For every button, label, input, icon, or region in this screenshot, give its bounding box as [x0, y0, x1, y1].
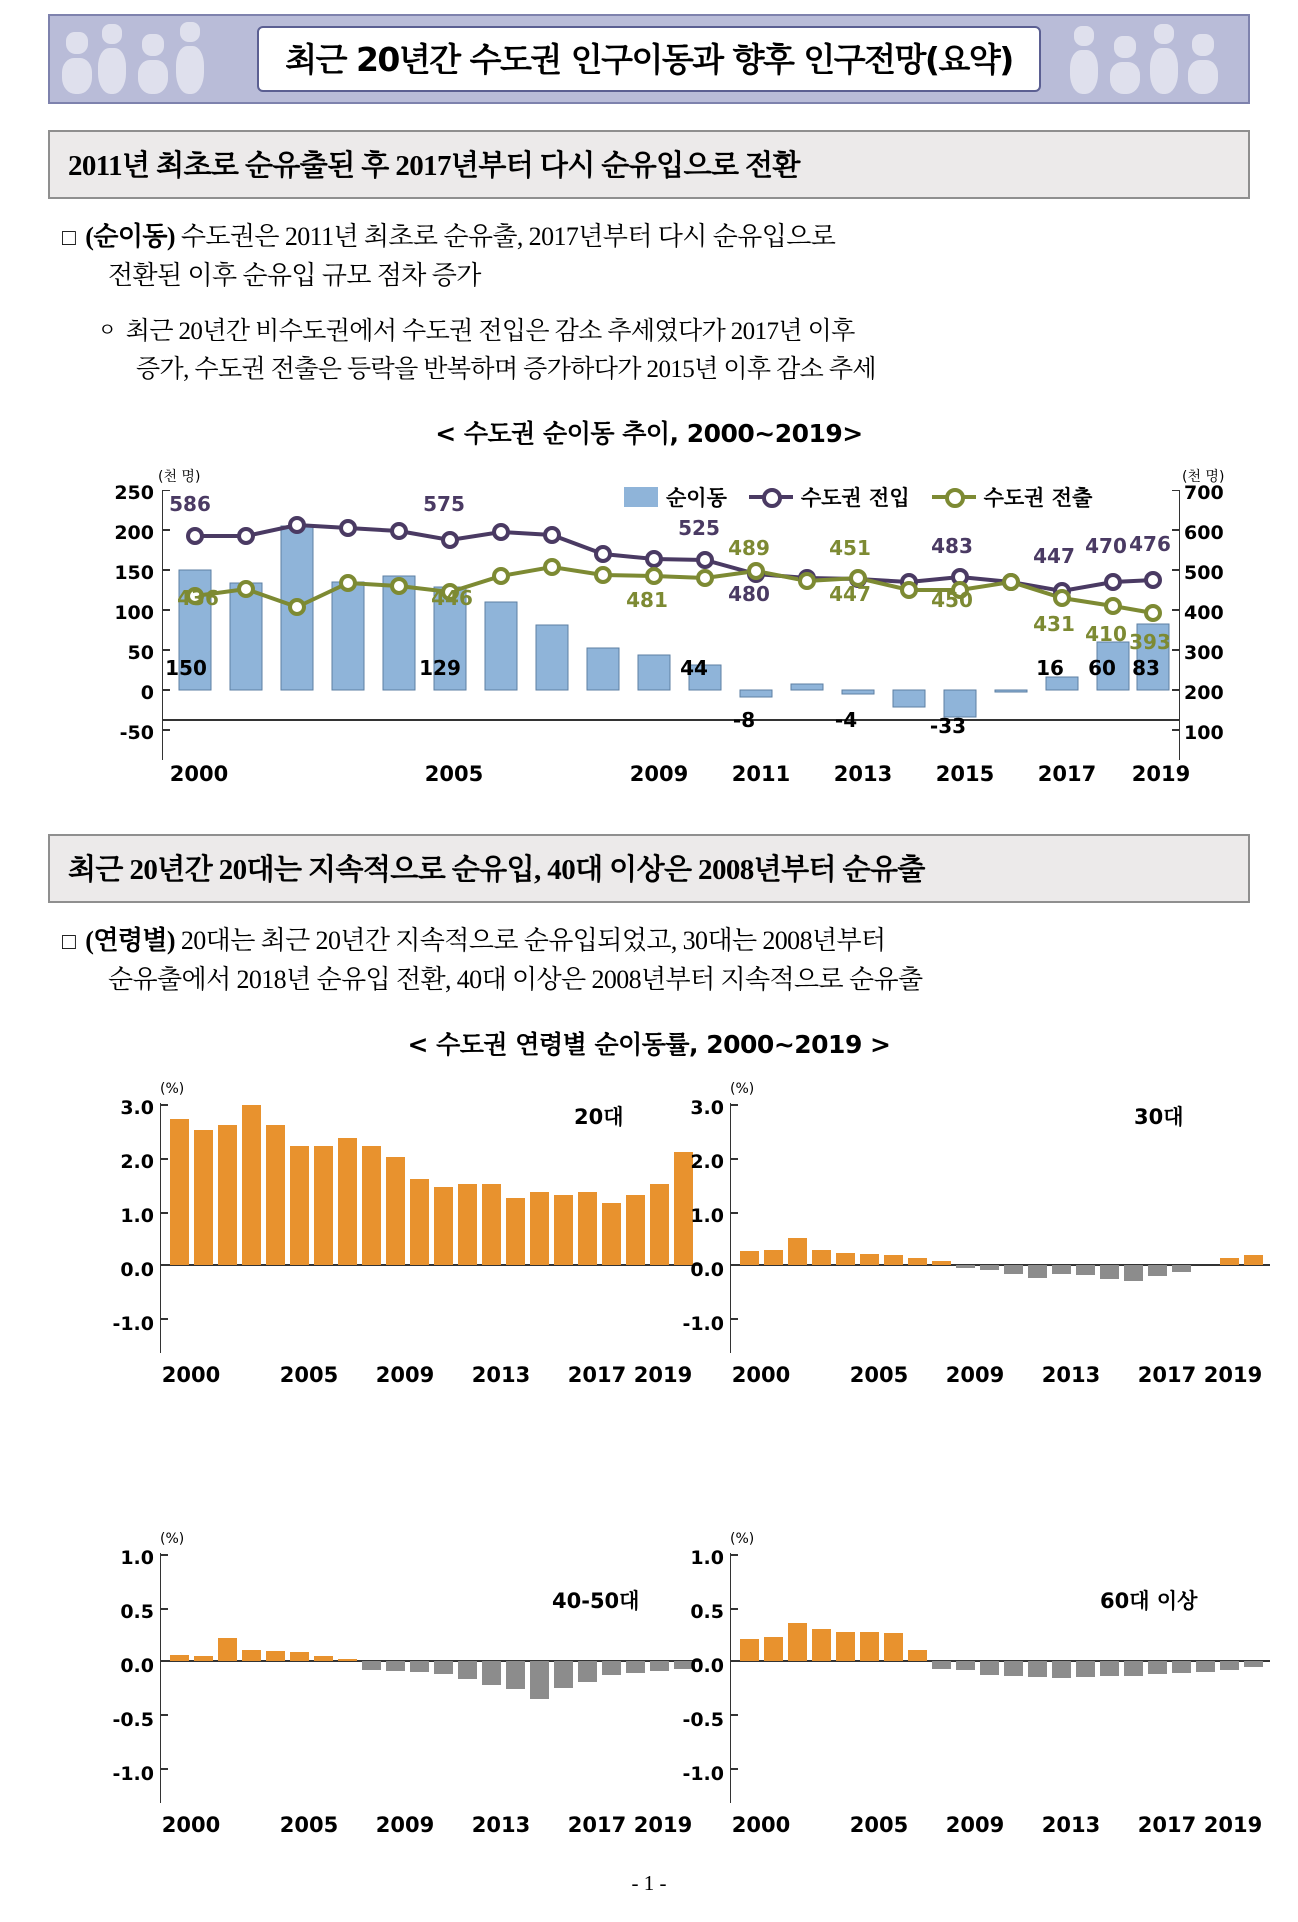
chart-1-ytick-l-0: 0 [140, 682, 154, 704]
label-net-2000: 150 [165, 656, 207, 680]
panel-b-xtick-2017: 2017 [1137, 1363, 1197, 1387]
label-net-2019: 83 [1132, 656, 1160, 680]
panel-c-unit: (%) [160, 1531, 185, 1547]
panel-a-xtick-2013: 2013 [471, 1363, 531, 1387]
legend-label-net: 순이동 [666, 486, 727, 510]
panel-d-unit: (%) [730, 1531, 755, 1547]
label-net-2005: 129 [419, 656, 461, 680]
panel-d-xtick-2017: 2017 [1137, 1813, 1197, 1837]
panel-d-ytick-neg1: -1.0 [682, 1763, 724, 1785]
square-bullet-icon: □ [62, 225, 76, 250]
chart-1-ytick-l-200: 200 [114, 522, 154, 544]
chart-1-xtick-2011: 2011 [731, 762, 791, 786]
paragraph-3-line2: 순유출에서 2018년 순유입 전환, 40대 이상은 2008년부터 지속적으로 순유출 [108, 965, 923, 994]
chart-1-ytick-l-150: 150 [114, 562, 154, 584]
panel-d-xtick-2005: 2005 [849, 1813, 909, 1837]
label-in-2017: 447 [1033, 544, 1075, 568]
panel-a-xtick-2000: 2000 [161, 1363, 221, 1387]
panel-d-xtick-2009: 2009 [945, 1813, 1005, 1837]
section-heading-1: 2011년 최초로 순유출된 후 2017년부터 다시 순유입으로 전환 [48, 130, 1250, 199]
label-net-2013: -4 [834, 708, 858, 732]
circle-bullet-icon: ㅇ [98, 320, 116, 341]
panel-c-ytick-neg1: -1.0 [112, 1763, 154, 1785]
square-bullet-icon-2: □ [62, 929, 76, 954]
label-out-2000: 436 [177, 586, 219, 610]
label-in-2012: 480 [728, 582, 770, 606]
panel-d-ytick-1: 1.0 [690, 1547, 724, 1569]
paragraph-1 [62, 217, 1242, 295]
label-net-2011: -8 [732, 708, 756, 732]
legend-label-in: 수도권 전입 [800, 486, 910, 510]
panel-d-xtick-2000: 2000 [731, 1813, 791, 1837]
panel-c-xtick-2005: 2005 [279, 1813, 339, 1837]
panel-c-ytick-1: 1.0 [120, 1547, 154, 1569]
panel-b-xtick-2005: 2005 [849, 1363, 909, 1387]
panel-a-xtick-2019: 2019 [633, 1363, 693, 1387]
paragraph-2-line1: 최근 20년간 비수도권에서 수도권 전입은 감소 추세였다가 2017년 이후 [125, 318, 855, 345]
chart-1-xtick-2015: 2015 [935, 762, 995, 786]
label-out-2018: 410 [1085, 622, 1127, 646]
chart-1-ytick-r-100: 100 [1184, 722, 1224, 744]
age-net-migration-rate-charts [54, 1075, 1263, 1505]
panel-b-unit: (%) [730, 1081, 755, 1097]
label-net-2017: 16 [1036, 656, 1064, 680]
panel-b-label: 30대 [1134, 1105, 1184, 1129]
panel-c-xtick-2000: 2000 [161, 1813, 221, 1837]
page-number: - 1 - [631, 1871, 667, 1895]
panel-c-ytick-neg05: -0.5 [112, 1709, 154, 1731]
paragraph-1-line1: 수도권은 2011년 최초로 순유출, 2017년부터 다시 순유입으로 [180, 222, 836, 251]
paragraph-1-line2: 전환된 이후 순유입 규모 점차 증가 [108, 261, 481, 290]
chart-1-ytick-r-400: 400 [1184, 602, 1224, 624]
label-out-2013: 451 [829, 536, 871, 560]
panel-d-ytick-0: 0.0 [690, 1655, 724, 1677]
label-out-2019: 393 [1129, 630, 1171, 654]
chart-1-ytick-l-50: 50 [127, 642, 154, 664]
panel-a-ytick-neg1: -1.0 [112, 1313, 154, 1335]
chart-1-xtick-2005: 2005 [424, 762, 484, 786]
chart-1-ytick-r-700: 700 [1184, 482, 1224, 504]
panel-d-xtick-2013: 2013 [1041, 1813, 1101, 1837]
paragraph-1-lead: (순이동) [85, 222, 175, 251]
chart-1-ytick-l-250: 250 [114, 482, 154, 504]
panel-b-xtick-2019: 2019 [1203, 1363, 1263, 1387]
panel-b-ytick-2: 2.0 [690, 1151, 724, 1173]
label-in-2015: 483 [931, 534, 973, 558]
label-in-2010: 525 [678, 516, 720, 540]
panel-c-ytick-0: 0.0 [120, 1655, 154, 1677]
chart-1-ytick-r-300: 300 [1184, 642, 1224, 664]
panel-d-ytick-05: 0.5 [690, 1601, 724, 1623]
chart-1-xtick-2017: 2017 [1037, 762, 1097, 786]
label-net-2009: 44 [680, 656, 708, 680]
label-in-2018: 470 [1085, 534, 1127, 558]
label-out-2010: 481 [626, 588, 668, 612]
chart-2-title: < 수도권 연령별 순이동률, 2000~2019 > [407, 1030, 891, 1059]
label-out-2017: 431 [1033, 612, 1075, 636]
label-in-2005: 575 [423, 492, 465, 516]
panel-b-ytick-1: 1.0 [690, 1205, 724, 1227]
panel-a-plot [160, 1103, 700, 1353]
title-banner [48, 14, 1250, 104]
paragraph-3-lead: (연령별) [85, 926, 175, 955]
chart-1-ytick-r-200: 200 [1184, 682, 1224, 704]
panel-b-ytick-neg1: -1.0 [682, 1313, 724, 1335]
chart-1-right-unit: (천 명) [1182, 469, 1225, 485]
panel-a-label: 20대 [574, 1105, 624, 1129]
chart-1-xtick-2013: 2013 [833, 762, 893, 786]
banner-decoration-right [1068, 16, 1238, 102]
panel-b-xtick-2013: 2013 [1041, 1363, 1101, 1387]
age-net-migration-rate-charts-bottom [54, 1525, 1263, 1865]
net-migration-chart [54, 460, 1244, 800]
panel-d-label: 60대 이상 [1100, 1589, 1198, 1613]
panel-a-xtick-2005: 2005 [279, 1363, 339, 1387]
panel-c-label: 40-50대 [552, 1589, 640, 1613]
panel-a-xtick-2017: 2017 [567, 1363, 627, 1387]
chart-1-ytick-r-500: 500 [1184, 562, 1224, 584]
panel-a-xtick-2009: 2009 [375, 1363, 435, 1387]
legend-label-out: 수도권 전출 [983, 486, 1093, 510]
chart-1-xtick-2000: 2000 [169, 762, 229, 786]
panel-b-xtick-2009: 2009 [945, 1363, 1005, 1387]
panel-b-plot [730, 1103, 1270, 1353]
chart-1-xtick-2019: 2019 [1131, 762, 1191, 786]
chart-1-ytick-l-neg50: -50 [119, 722, 154, 744]
panel-a-ytick-3: 3.0 [120, 1097, 154, 1119]
panel-c-xtick-2009: 2009 [375, 1813, 435, 1837]
chart-1-left-unit: (천 명) [158, 469, 201, 485]
panel-a-ytick-0: 0.0 [120, 1259, 154, 1281]
panel-c-ytick-05: 0.5 [120, 1601, 154, 1623]
page-title: 최근 20년간 수도권 인구이동과 향후 인구전망(요약) [257, 26, 1041, 92]
paragraph-2 [98, 313, 1242, 388]
panel-c-plot [160, 1553, 700, 1803]
label-net-2018: 60 [1088, 656, 1116, 680]
chart-1-ytick-r-600: 600 [1184, 522, 1224, 544]
panel-a-ytick-1: 1.0 [120, 1205, 154, 1227]
panel-c-xtick-2019: 2019 [633, 1813, 693, 1837]
panel-d-ytick-neg05: -0.5 [682, 1709, 724, 1731]
label-net-2015: -33 [929, 714, 967, 738]
panel-a-ytick-2: 2.0 [120, 1151, 154, 1173]
label-out-2005: 446 [431, 586, 473, 610]
panel-a-unit: (%) [160, 1081, 185, 1097]
label-in-2019: 476 [1129, 532, 1171, 556]
label-in-2000: 586 [169, 492, 211, 516]
panel-d-xtick-2019: 2019 [1203, 1813, 1263, 1837]
chart-1-title: < 수도권 순이동 추이, 2000~2019> [435, 419, 863, 448]
chart-1-ytick-l-100: 100 [114, 602, 154, 624]
panel-b-ytick-3: 3.0 [690, 1097, 724, 1119]
panel-c-xtick-2017: 2017 [567, 1813, 627, 1837]
panel-c-xtick-2013: 2013 [471, 1813, 531, 1837]
section-heading-2: 최근 20년간 20대는 지속적으로 순유입, 40대 이상은 2008년부터 순유출 [48, 834, 1250, 903]
paragraph-3-line1: 20대는 최근 20년간 지속적으로 순유입되었고, 30대는 2008년부터 [180, 926, 886, 955]
banner-decoration-left [60, 16, 230, 102]
chart-1-xtick-2009: 2009 [629, 762, 689, 786]
label-out-2011: 489 [728, 536, 770, 560]
panel-b-ytick-0: 0.0 [690, 1259, 724, 1281]
document-page [0, 14, 1298, 1922]
label-out-2014: 447 [829, 582, 871, 606]
label-out-2015: 450 [931, 588, 973, 612]
panel-b-xtick-2000: 2000 [731, 1363, 791, 1387]
paragraph-3 [62, 921, 1242, 999]
paragraph-2-line2: 증가, 수도권 전출은 등락을 반복하며 증가하다가 2015년 이후 감소 추세 [136, 355, 876, 383]
panel-d-plot [730, 1553, 1270, 1803]
